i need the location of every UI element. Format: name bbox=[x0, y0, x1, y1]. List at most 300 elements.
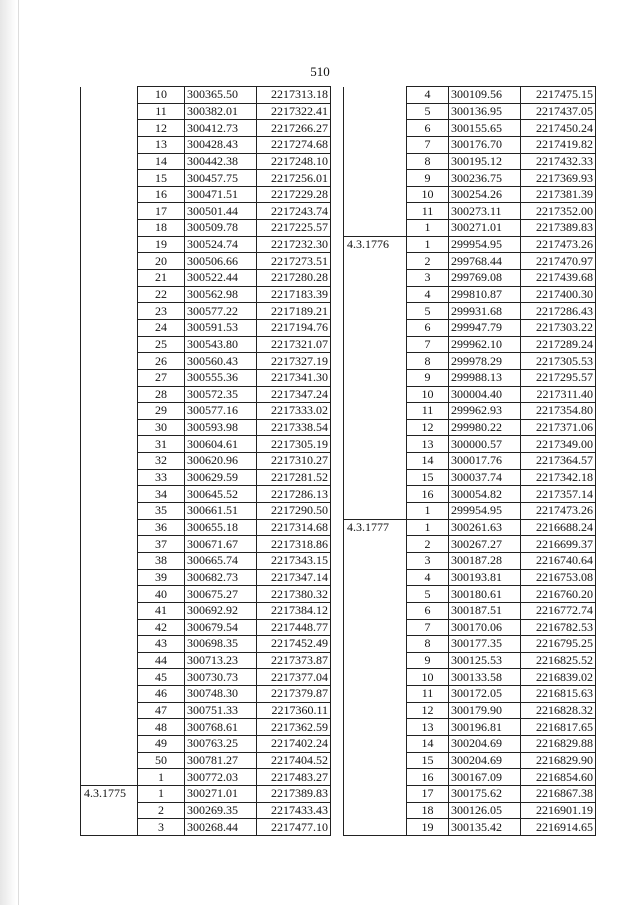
table-row bbox=[344, 552, 596, 569]
y-coordinate-cell: 2216815.63 bbox=[521, 686, 596, 703]
point-number-cell: 9 bbox=[407, 170, 449, 187]
table-row bbox=[81, 486, 331, 503]
section-cell bbox=[344, 203, 407, 220]
section-cell bbox=[81, 719, 138, 736]
point-number-cell: 17 bbox=[407, 785, 449, 802]
x-coordinate-cell: 300629.59 bbox=[185, 469, 257, 486]
section-cell bbox=[344, 752, 407, 769]
table-row bbox=[81, 686, 331, 703]
section-cell bbox=[81, 186, 138, 203]
point-number-cell: 1 bbox=[138, 769, 185, 786]
x-coordinate-cell: 300187.28 bbox=[449, 552, 521, 569]
x-coordinate-cell: 300543.80 bbox=[185, 336, 257, 353]
section-cell bbox=[81, 403, 138, 420]
section-cell bbox=[81, 87, 138, 104]
point-number-cell: 39 bbox=[138, 569, 185, 586]
section-cell bbox=[344, 136, 407, 153]
section-cell bbox=[81, 619, 138, 636]
section-cell bbox=[81, 353, 138, 370]
x-coordinate-cell: 299931.68 bbox=[449, 303, 521, 320]
x-coordinate-cell: 300671.67 bbox=[185, 536, 257, 553]
table-row bbox=[81, 769, 331, 786]
y-coordinate-cell: 2217384.12 bbox=[257, 602, 331, 619]
y-coordinate-cell: 2217280.28 bbox=[257, 270, 331, 287]
x-coordinate-cell: 300692.92 bbox=[185, 602, 257, 619]
x-coordinate-cell: 300772.03 bbox=[185, 769, 257, 786]
x-coordinate-cell: 300522.44 bbox=[185, 270, 257, 287]
section-cell bbox=[81, 436, 138, 453]
table-row bbox=[81, 702, 331, 719]
x-coordinate-cell: 300428.43 bbox=[185, 136, 257, 153]
section-cell bbox=[344, 819, 407, 836]
section-cell bbox=[344, 719, 407, 736]
x-coordinate-cell: 300751.33 bbox=[185, 702, 257, 719]
point-number-cell: 22 bbox=[138, 286, 185, 303]
x-coordinate-cell: 300004.40 bbox=[449, 386, 521, 403]
point-number-cell: 21 bbox=[138, 270, 185, 287]
section-cell bbox=[81, 819, 138, 836]
y-coordinate-cell: 2216854.60 bbox=[521, 769, 596, 786]
y-coordinate-cell: 2216839.02 bbox=[521, 669, 596, 686]
point-number-cell: 10 bbox=[138, 87, 185, 104]
x-coordinate-cell: 300170.06 bbox=[449, 619, 521, 636]
table-row bbox=[344, 802, 596, 819]
point-number-cell: 25 bbox=[138, 336, 185, 353]
x-coordinate-cell: 299954.95 bbox=[449, 503, 521, 520]
x-coordinate-cell: 300037.74 bbox=[449, 469, 521, 486]
y-coordinate-cell: 2217321.07 bbox=[257, 336, 331, 353]
x-coordinate-cell: 300730.73 bbox=[185, 669, 257, 686]
table-row bbox=[81, 286, 331, 303]
x-coordinate-cell: 300133.58 bbox=[449, 669, 521, 686]
section-cell bbox=[344, 286, 407, 303]
y-coordinate-cell: 2217286.13 bbox=[257, 486, 331, 503]
section-cell: 4.3.1775 bbox=[81, 785, 138, 802]
table-row bbox=[344, 719, 596, 736]
y-coordinate-cell: 2217369.93 bbox=[521, 170, 596, 187]
y-coordinate-cell: 2217452.49 bbox=[257, 636, 331, 653]
y-coordinate-cell: 2216782.53 bbox=[521, 619, 596, 636]
x-coordinate-cell: 300176.70 bbox=[449, 136, 521, 153]
y-coordinate-cell: 2217274.68 bbox=[257, 136, 331, 153]
point-number-cell: 7 bbox=[407, 336, 449, 353]
x-coordinate-cell: 299962.10 bbox=[449, 336, 521, 353]
y-coordinate-cell: 2217289.24 bbox=[521, 336, 596, 353]
table-row bbox=[81, 719, 331, 736]
table-row bbox=[344, 819, 596, 836]
y-coordinate-cell: 2217189.21 bbox=[257, 303, 331, 320]
y-coordinate-cell: 2216828.32 bbox=[521, 702, 596, 719]
x-coordinate-cell: 300572.35 bbox=[185, 386, 257, 403]
x-coordinate-cell: 300713.23 bbox=[185, 652, 257, 669]
y-coordinate-cell: 2217381.39 bbox=[521, 186, 596, 203]
y-coordinate-cell: 2217379.87 bbox=[257, 686, 331, 703]
y-coordinate-cell: 2216699.37 bbox=[521, 536, 596, 553]
y-coordinate-cell: 2217419.82 bbox=[521, 136, 596, 153]
point-number-cell: 32 bbox=[138, 453, 185, 470]
section-cell bbox=[344, 619, 407, 636]
table-row bbox=[81, 336, 331, 353]
y-coordinate-cell: 2217347.14 bbox=[257, 569, 331, 586]
point-number-cell: 3 bbox=[407, 552, 449, 569]
table-row bbox=[81, 602, 331, 619]
point-number-cell: 36 bbox=[138, 519, 185, 536]
y-coordinate-cell: 2216795.25 bbox=[521, 636, 596, 653]
section-cell: 4.3.1777 bbox=[344, 519, 407, 536]
x-coordinate-cell: 300655.18 bbox=[185, 519, 257, 536]
table-row bbox=[344, 120, 596, 137]
x-coordinate-cell: 300271.01 bbox=[185, 785, 257, 802]
point-number-cell: 9 bbox=[407, 652, 449, 669]
section-cell bbox=[81, 136, 138, 153]
x-coordinate-cell: 300000.57 bbox=[449, 436, 521, 453]
table-row bbox=[81, 536, 331, 553]
point-number-cell: 34 bbox=[138, 486, 185, 503]
x-coordinate-cell: 300109.56 bbox=[449, 87, 521, 104]
section-cell bbox=[344, 552, 407, 569]
section-cell bbox=[81, 769, 138, 786]
point-number-cell: 15 bbox=[407, 469, 449, 486]
y-coordinate-cell: 2217433.43 bbox=[257, 802, 331, 819]
section-cell bbox=[344, 802, 407, 819]
point-number-cell: 4 bbox=[407, 87, 449, 104]
x-coordinate-cell: 300267.27 bbox=[449, 536, 521, 553]
section-cell bbox=[81, 735, 138, 752]
y-coordinate-cell: 2217322.41 bbox=[257, 103, 331, 120]
x-coordinate-cell: 300268.44 bbox=[185, 819, 257, 836]
section-cell bbox=[344, 503, 407, 520]
y-coordinate-cell: 2217343.15 bbox=[257, 552, 331, 569]
x-coordinate-cell: 300442.38 bbox=[185, 153, 257, 170]
section-cell bbox=[81, 419, 138, 436]
coordinates-table-left bbox=[80, 86, 331, 836]
table-row bbox=[344, 652, 596, 669]
coordinates-table-right bbox=[343, 86, 596, 836]
section-cell bbox=[344, 220, 407, 237]
y-coordinate-cell: 2217439.68 bbox=[521, 270, 596, 287]
point-number-cell: 11 bbox=[407, 203, 449, 220]
y-coordinate-cell: 2217432.33 bbox=[521, 153, 596, 170]
point-number-cell: 1 bbox=[407, 220, 449, 237]
y-coordinate-cell: 2216740.64 bbox=[521, 552, 596, 569]
table-row bbox=[81, 636, 331, 653]
table-row bbox=[81, 819, 331, 836]
x-coordinate-cell: 300236.75 bbox=[449, 170, 521, 187]
x-coordinate-cell: 299954.95 bbox=[449, 236, 521, 253]
x-coordinate-cell: 300591.53 bbox=[185, 319, 257, 336]
x-coordinate-cell: 299980.22 bbox=[449, 419, 521, 436]
y-coordinate-cell: 2217295.57 bbox=[521, 369, 596, 386]
section-cell bbox=[344, 369, 407, 386]
table-row bbox=[81, 120, 331, 137]
y-coordinate-cell: 2217347.24 bbox=[257, 386, 331, 403]
y-coordinate-cell: 2217313.18 bbox=[257, 87, 331, 104]
section-cell bbox=[344, 735, 407, 752]
table-row bbox=[81, 270, 331, 287]
table-row bbox=[344, 236, 596, 253]
section-cell bbox=[344, 253, 407, 270]
y-coordinate-cell: 2216914.65 bbox=[521, 819, 596, 836]
y-coordinate-cell: 2217477.10 bbox=[257, 819, 331, 836]
point-number-cell: 10 bbox=[407, 386, 449, 403]
x-coordinate-cell: 299962.93 bbox=[449, 403, 521, 420]
y-coordinate-cell: 2217354.80 bbox=[521, 403, 596, 420]
section-cell bbox=[344, 686, 407, 703]
table-row bbox=[81, 386, 331, 403]
table-row bbox=[344, 419, 596, 436]
point-number-cell: 46 bbox=[138, 686, 185, 703]
section-cell bbox=[81, 253, 138, 270]
table-row bbox=[81, 103, 331, 120]
table-row bbox=[81, 436, 331, 453]
x-coordinate-cell: 300365.50 bbox=[185, 87, 257, 104]
table-row bbox=[81, 303, 331, 320]
x-coordinate-cell: 300509.78 bbox=[185, 220, 257, 237]
table-row bbox=[81, 419, 331, 436]
table-row bbox=[81, 87, 331, 104]
section-cell bbox=[344, 353, 407, 370]
table-row bbox=[81, 752, 331, 769]
x-coordinate-cell: 300577.22 bbox=[185, 303, 257, 320]
table-row bbox=[344, 469, 596, 486]
x-coordinate-cell: 300017.76 bbox=[449, 453, 521, 470]
y-coordinate-cell: 2217342.18 bbox=[521, 469, 596, 486]
x-coordinate-cell: 300748.30 bbox=[185, 686, 257, 703]
point-number-cell: 14 bbox=[407, 735, 449, 752]
section-cell bbox=[81, 536, 138, 553]
y-coordinate-cell: 2217273.51 bbox=[257, 253, 331, 270]
y-coordinate-cell: 2217311.40 bbox=[521, 386, 596, 403]
table-row bbox=[344, 220, 596, 237]
y-coordinate-cell: 2217473.26 bbox=[521, 236, 596, 253]
y-coordinate-cell: 2217475.15 bbox=[521, 87, 596, 104]
x-coordinate-cell: 299988.13 bbox=[449, 369, 521, 386]
table-row bbox=[81, 203, 331, 220]
table-row bbox=[344, 686, 596, 703]
table-row bbox=[81, 569, 331, 586]
table-row bbox=[81, 403, 331, 420]
point-number-cell: 7 bbox=[407, 136, 449, 153]
x-coordinate-cell: 300501.44 bbox=[185, 203, 257, 220]
point-number-cell: 16 bbox=[407, 486, 449, 503]
point-number-cell: 11 bbox=[407, 403, 449, 420]
section-cell bbox=[344, 769, 407, 786]
table-row bbox=[344, 785, 596, 802]
section-cell bbox=[81, 453, 138, 470]
point-number-cell: 24 bbox=[138, 319, 185, 336]
table-row bbox=[344, 602, 596, 619]
section-cell bbox=[344, 186, 407, 203]
section-cell bbox=[81, 636, 138, 653]
y-coordinate-cell: 2217194.76 bbox=[257, 319, 331, 336]
point-number-cell: 4 bbox=[407, 569, 449, 586]
section-cell bbox=[81, 486, 138, 503]
point-number-cell: 3 bbox=[407, 270, 449, 287]
point-number-cell: 50 bbox=[138, 752, 185, 769]
table-row bbox=[344, 253, 596, 270]
section-cell bbox=[344, 436, 407, 453]
section-cell bbox=[81, 686, 138, 703]
section-cell bbox=[81, 519, 138, 536]
y-coordinate-cell: 2217266.27 bbox=[257, 120, 331, 137]
table-row bbox=[81, 186, 331, 203]
table-row bbox=[81, 236, 331, 253]
section-cell bbox=[344, 453, 407, 470]
point-number-cell: 6 bbox=[407, 602, 449, 619]
table-row bbox=[344, 87, 596, 104]
x-coordinate-cell: 300136.95 bbox=[449, 103, 521, 120]
table-row bbox=[81, 652, 331, 669]
x-coordinate-cell: 299768.44 bbox=[449, 253, 521, 270]
point-number-cell: 4 bbox=[407, 286, 449, 303]
y-coordinate-cell: 2217310.27 bbox=[257, 453, 331, 470]
section-cell bbox=[81, 153, 138, 170]
y-coordinate-cell: 2217225.57 bbox=[257, 220, 331, 237]
section-cell bbox=[344, 319, 407, 336]
point-number-cell: 47 bbox=[138, 702, 185, 719]
y-coordinate-cell: 2217232.30 bbox=[257, 236, 331, 253]
point-number-cell: 33 bbox=[138, 469, 185, 486]
section-cell bbox=[81, 220, 138, 237]
y-coordinate-cell: 2217229.28 bbox=[257, 186, 331, 203]
point-number-cell: 11 bbox=[138, 103, 185, 120]
table-row bbox=[344, 203, 596, 220]
x-coordinate-cell: 300167.09 bbox=[449, 769, 521, 786]
section-cell bbox=[344, 103, 407, 120]
x-coordinate-cell: 300781.27 bbox=[185, 752, 257, 769]
section-cell bbox=[81, 569, 138, 586]
point-number-cell: 2 bbox=[407, 536, 449, 553]
section-cell: 4.3.1776 bbox=[344, 236, 407, 253]
table-row bbox=[344, 486, 596, 503]
x-coordinate-cell: 300620.96 bbox=[185, 453, 257, 470]
y-coordinate-cell: 2217248.10 bbox=[257, 153, 331, 170]
section-cell bbox=[344, 120, 407, 137]
x-coordinate-cell: 300382.01 bbox=[185, 103, 257, 120]
x-coordinate-cell: 300457.75 bbox=[185, 170, 257, 187]
y-coordinate-cell: 2217290.50 bbox=[257, 503, 331, 520]
x-coordinate-cell: 300193.81 bbox=[449, 569, 521, 586]
y-coordinate-cell: 2217318.86 bbox=[257, 536, 331, 553]
point-number-cell: 15 bbox=[138, 170, 185, 187]
x-coordinate-cell: 300204.69 bbox=[449, 752, 521, 769]
y-coordinate-cell: 2216688.24 bbox=[521, 519, 596, 536]
x-coordinate-cell: 300261.63 bbox=[449, 519, 521, 536]
y-coordinate-cell: 2216753.08 bbox=[521, 569, 596, 586]
point-number-cell: 8 bbox=[407, 153, 449, 170]
point-number-cell: 41 bbox=[138, 602, 185, 619]
x-coordinate-cell: 300135.42 bbox=[449, 819, 521, 836]
table-row bbox=[344, 503, 596, 520]
point-number-cell: 29 bbox=[138, 403, 185, 420]
table-row bbox=[344, 186, 596, 203]
x-coordinate-cell: 300604.61 bbox=[185, 436, 257, 453]
section-cell bbox=[344, 403, 407, 420]
section-cell bbox=[81, 602, 138, 619]
y-coordinate-cell: 2216829.90 bbox=[521, 752, 596, 769]
x-coordinate-cell: 300196.81 bbox=[449, 719, 521, 736]
section-cell bbox=[344, 469, 407, 486]
point-number-cell: 18 bbox=[138, 220, 185, 237]
y-coordinate-cell: 2216760.20 bbox=[521, 586, 596, 603]
y-coordinate-cell: 2217286.43 bbox=[521, 303, 596, 320]
section-cell bbox=[344, 602, 407, 619]
table-row bbox=[344, 353, 596, 370]
section-cell bbox=[81, 702, 138, 719]
section-cell bbox=[81, 120, 138, 137]
y-coordinate-cell: 2216829.88 bbox=[521, 735, 596, 752]
table-row bbox=[344, 369, 596, 386]
point-number-cell: 1 bbox=[407, 236, 449, 253]
point-number-cell: 48 bbox=[138, 719, 185, 736]
point-number-cell: 12 bbox=[138, 120, 185, 137]
point-number-cell: 44 bbox=[138, 652, 185, 669]
section-cell bbox=[344, 386, 407, 403]
x-coordinate-cell: 300271.01 bbox=[449, 220, 521, 237]
table-row bbox=[344, 569, 596, 586]
x-coordinate-cell: 300126.05 bbox=[449, 802, 521, 819]
x-coordinate-cell: 300254.26 bbox=[449, 186, 521, 203]
point-number-cell: 35 bbox=[138, 503, 185, 520]
page-number: 510 bbox=[310, 64, 330, 79]
table-row bbox=[344, 170, 596, 187]
y-coordinate-cell: 2217400.30 bbox=[521, 286, 596, 303]
table-row bbox=[344, 319, 596, 336]
section-cell bbox=[344, 170, 407, 187]
section-cell bbox=[81, 802, 138, 819]
y-coordinate-cell: 2217470.97 bbox=[521, 253, 596, 270]
point-number-cell: 16 bbox=[138, 186, 185, 203]
section-cell bbox=[344, 419, 407, 436]
point-number-cell: 23 bbox=[138, 303, 185, 320]
y-coordinate-cell: 2217333.02 bbox=[257, 403, 331, 420]
x-coordinate-cell: 299810.87 bbox=[449, 286, 521, 303]
y-coordinate-cell: 2217473.26 bbox=[521, 503, 596, 520]
y-coordinate-cell: 2217183.39 bbox=[257, 286, 331, 303]
table-row bbox=[344, 270, 596, 287]
point-number-cell: 5 bbox=[407, 103, 449, 120]
section-cell bbox=[344, 569, 407, 586]
point-number-cell: 2 bbox=[407, 253, 449, 270]
y-coordinate-cell: 2217327.19 bbox=[257, 353, 331, 370]
x-coordinate-cell: 300665.74 bbox=[185, 552, 257, 569]
x-coordinate-cell: 300679.54 bbox=[185, 619, 257, 636]
section-cell bbox=[344, 636, 407, 653]
point-number-cell: 9 bbox=[407, 369, 449, 386]
x-coordinate-cell: 300506.66 bbox=[185, 253, 257, 270]
table-row bbox=[81, 469, 331, 486]
point-number-cell: 20 bbox=[138, 253, 185, 270]
x-coordinate-cell: 300698.35 bbox=[185, 636, 257, 653]
point-number-cell: 3 bbox=[138, 819, 185, 836]
table-row bbox=[81, 253, 331, 270]
section-cell bbox=[81, 752, 138, 769]
section-cell bbox=[81, 503, 138, 520]
point-number-cell: 13 bbox=[407, 436, 449, 453]
table-row bbox=[344, 769, 596, 786]
point-number-cell: 16 bbox=[407, 769, 449, 786]
table-row bbox=[344, 519, 596, 536]
table-row bbox=[81, 220, 331, 237]
table-row bbox=[344, 453, 596, 470]
table-row bbox=[81, 369, 331, 386]
section-cell bbox=[81, 319, 138, 336]
table-row bbox=[81, 735, 331, 752]
section-cell bbox=[81, 303, 138, 320]
y-coordinate-cell: 2217450.24 bbox=[521, 120, 596, 137]
x-coordinate-cell: 300471.51 bbox=[185, 186, 257, 203]
x-coordinate-cell: 300172.05 bbox=[449, 686, 521, 703]
